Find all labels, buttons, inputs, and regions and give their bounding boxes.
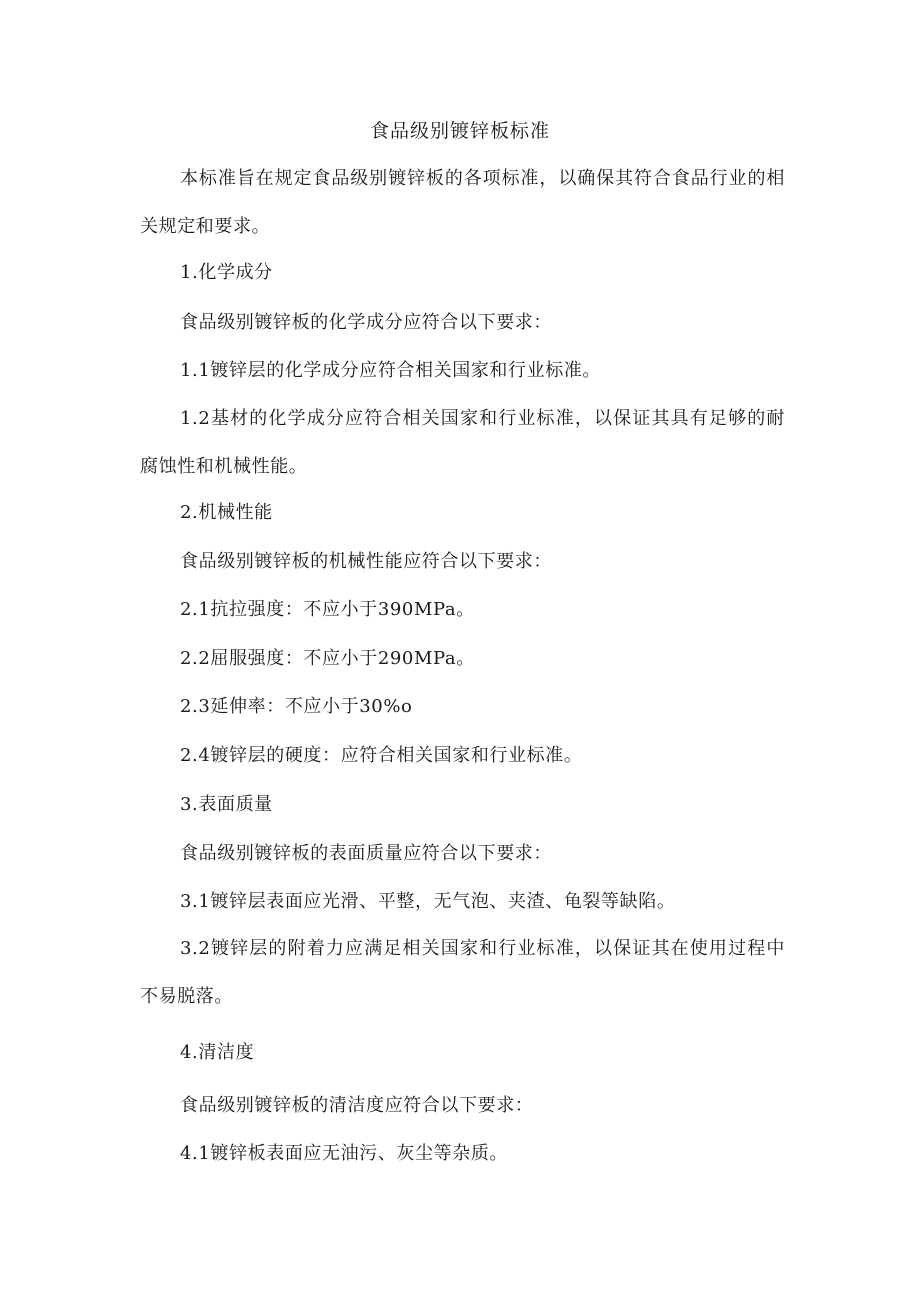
- section-1-lead: 食品级别镀锌板的化学成分应符合以下要求：: [180, 312, 552, 333]
- section-3-heading: 3.表面质量: [180, 794, 273, 815]
- section-4-heading: 4.清洁度: [180, 1042, 255, 1063]
- section-1-heading: 1.化学成分: [180, 262, 273, 283]
- section-3-lead: 食品级别镀锌板的表面质量应符合以下要求：: [180, 843, 552, 864]
- section-2-heading: 2.机械性能: [180, 502, 273, 523]
- section-2-item-4: 2.4镀锌层的硬度：应符合相关国家和行业标准。: [180, 745, 583, 766]
- section-2-item-2: 2.2屈服强度：不应小于290MPa。: [180, 648, 475, 669]
- intro-paragraph: 本标准旨在规定食品级别镀锌板的各项标准，以确保其符合食品行业的相关规定和要求。: [140, 168, 785, 237]
- document-title: 食品级别镀锌板标准: [369, 120, 550, 142]
- section-2-lead: 食品级别镀锌板的机械性能应符合以下要求：: [180, 551, 552, 572]
- section-1-item-2: 1.2基材的化学成分应符合相关国家和行业标准，以保证其具有足够的耐腐蚀性和机械性能。: [140, 408, 785, 477]
- section-1-item-1: 1.1镀锌层的化学成分应符合相关国家和行业标准。: [180, 360, 602, 381]
- section-2-item-3: 2.3延伸率：不应小于30%o: [180, 696, 413, 717]
- section-3-item-1: 3.1镀锌层表面应光滑、平整，无气泡、夹渣、龟裂等缺陷。: [180, 891, 676, 912]
- section-2-item-1: 2.1抗拉强度：不应小于390MPa。: [180, 599, 475, 620]
- section-4-item-1: 4.1镀锌板表面应无油污、灰尘等杂质。: [180, 1143, 509, 1164]
- section-3-item-2: 3.2镀锌层的附着力应满足相关国家和行业标准，以保证其在使用过程中不易脱落。: [140, 938, 785, 1007]
- section-4-lead: 食品级别镀锌板的清洁度应符合以下要求：: [180, 1095, 534, 1116]
